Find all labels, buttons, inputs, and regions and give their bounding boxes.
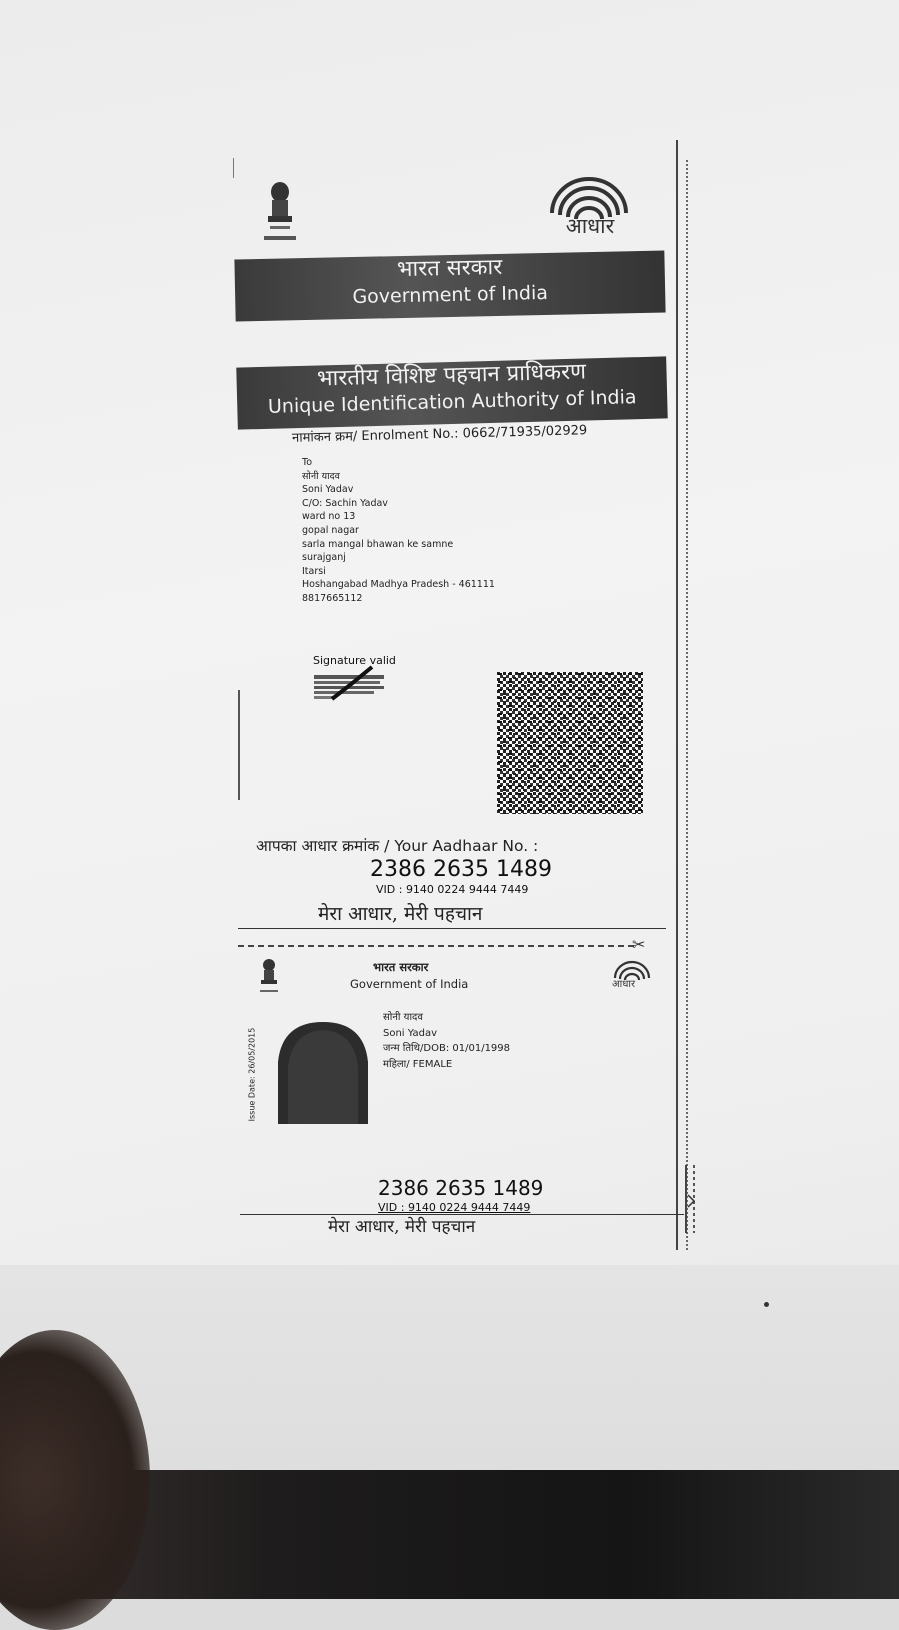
address-line: sarla mangal bhawan ke samne [302,538,454,550]
banner-gov-hindi: भारत सरकार [396,254,503,283]
address-line: gopal nagar [302,524,359,536]
card-vid-number: VID : 9140 0224 9444 7449 [378,1201,531,1214]
divider-line [238,928,666,929]
qr-code [497,672,643,814]
aadhaar-slogan: मेरा आधार, मेरी पहचान [318,903,483,925]
address-line: Hoshangabad Madhya Pradesh - 461111 [302,579,495,591]
card-details [383,1010,510,1072]
banner-uidai-hindi: भारतीय विशिष्ट पहचान प्राधिकरण [316,359,587,392]
card-gov-hindi: भारत सरकार [373,960,429,974]
left-border-line [238,690,240,800]
photo-redacted [278,1022,368,1124]
aadhaar-number-label: आपका आधार क्रमांक / Your Aadhaar No. : [256,837,539,855]
uidai-banner [236,356,667,429]
signature-label: Signature valid [313,654,396,667]
right-perforation-line [686,160,688,1250]
card-gender: महिला/ FEMALE [383,1058,453,1070]
india-emblem-icon [258,178,302,248]
banner-gov-english: Government of India [352,281,549,309]
enrolment-value: 0662/71935/02929 [462,423,588,442]
aadhaar-logo-text: आधार [565,214,615,238]
banner-uidai-english: Unique Identification Authority of India [267,386,637,418]
scissors-icon: ✂ [632,935,646,954]
paper-speck [764,1302,769,1307]
address-line: To [302,457,313,468]
right-border-line [676,140,678,1250]
address-line: surajganj [302,552,346,564]
address-line: C/O: Sachin Yadav [302,497,388,509]
card-name-english: Soni Yadav [383,1027,438,1039]
card-dob: जन्म तिथि/DOB: 01/01/1998 [383,1043,511,1054]
india-emblem-icon [256,957,282,997]
address-block [302,456,495,606]
address-line: ward no 13 [302,511,356,523]
card-name-hindi: सोनी यादव [383,1012,423,1023]
aadhaar-number: 2386 2635 1489 [370,857,552,882]
card-gov-english: Government of India [350,977,469,991]
left-tick-line [233,158,234,178]
government-banner [234,251,665,322]
address-line: 8817665112 [302,592,363,604]
card-aadhaar-logo-text: आधार [612,979,636,990]
address-line: Soni Yadav [302,484,354,496]
card-aadhaar-number: 2386 2635 1489 [378,1176,544,1200]
bottom-cut-mark [684,1165,698,1235]
address-line: सोनी यादव [302,470,340,482]
enrolment-label: नामांकन क्रम/ Enrolment No.: [291,426,459,446]
signature-stamp [312,665,392,705]
address-line: Itarsi [302,565,326,577]
issue-date: Issue Date: 26/05/2015 [247,1027,257,1122]
card-slogan: मेरा आधार, मेरी पहचान [328,1217,476,1237]
cut-line [238,945,634,947]
vid-number: VID : 9140 0224 9444 7449 [376,883,529,896]
